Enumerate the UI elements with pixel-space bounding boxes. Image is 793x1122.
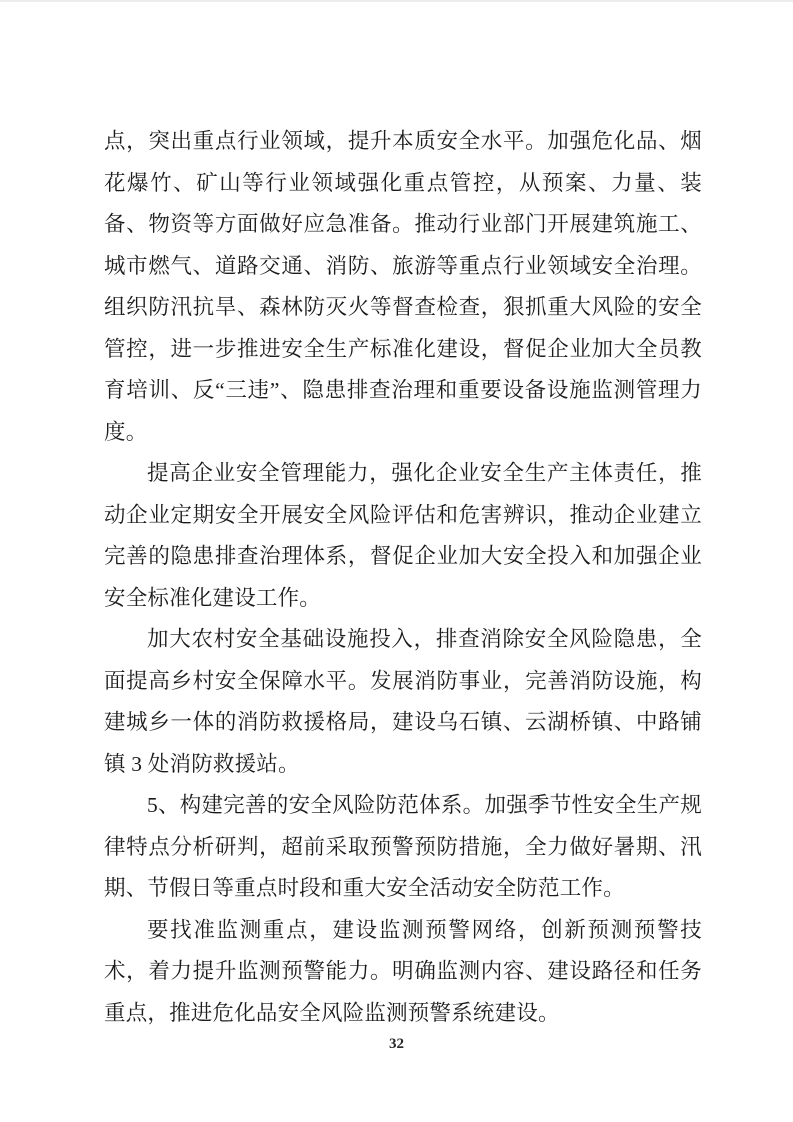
document-body xyxy=(104,121,702,1034)
paragraph: 加大农村安全基础设施投入，排查消除安全风险隐患，全面提高乡村安全保障水平。发展消防事业，完善消防设施，构建城乡一体的消防救援格局，建设乌石镇、云湖桥镇、中路铺镇 3 处消防救援站。 xyxy=(104,627,702,776)
paragraph-continuation: 点，突出重点行业领域，提升本质安全水平。加强危化品、烟花爆竹、矿山等行业领域强化重点管控，从预案、力量、装备、物资等方面做好应急准备。推动行业部门开展建筑施工、城市燃气、道路交通、消防、旅游等重点行业领域安全治理。组织防汛抗旱、森林防灭火等督查检查，狠抓重大风险的安全管控，进一步推进安全生产标准化建设，督促企业加大全员教育培训、反“三违”、隐患排查治理和重要设备设施监测管理力度。 xyxy=(104,129,702,444)
paragraph-section-5: 5、构建完善的安全风险防范体系。加强季节性安全生产规律特点分析研判，超前采取预警预防措施，全力做好暑期、汛期、节假日等重点时段和重大安全活动安全防范工作。 xyxy=(104,793,702,900)
paragraph: 提高企业安全管理能力，强化企业安全生产主体责任，推动企业定期安全开展安全风险评估和危害辨识，推动企业建立完善的隐患排查治理体系，督促企业加大安全投入和加强企业安全标准化建设工作。 xyxy=(104,461,702,610)
paragraph: 要找准监测重点，建设监测预警网络，创新预测预警技术，着力提升监测预警能力。明确监测内容、建设路径和任务重点，推进危化品安全风险监测预警系统建设。 xyxy=(104,917,702,1025)
scan-edge-artifact xyxy=(0,0,793,2)
page-number: 32 xyxy=(389,1036,404,1052)
